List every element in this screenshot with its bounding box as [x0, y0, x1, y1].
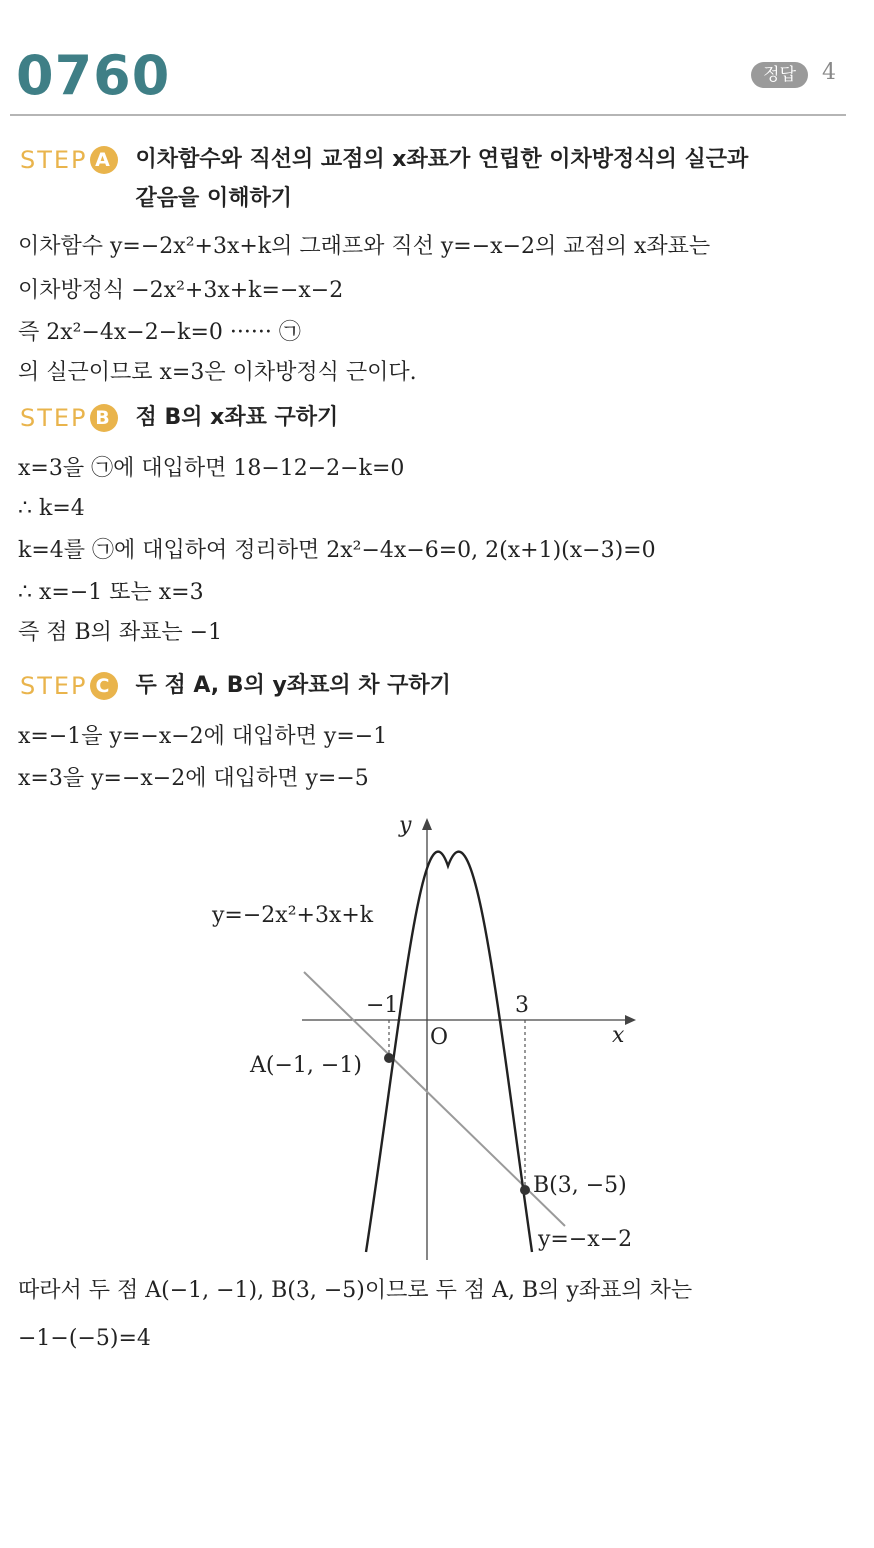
step-b-line: x=3을 ㉠에 대입하면 18−12−2−k=0: [18, 456, 405, 481]
line-label: y=−x−2: [538, 1227, 633, 1252]
x-axis-arrow-icon: [625, 1015, 636, 1025]
step-c-line: x=3을 y=−x−2에 대입하면 y=−5: [18, 766, 369, 791]
tick-label-3: 3: [515, 993, 529, 1018]
step-a-line: 이차함수 y=−2x²+3x+k의 그래프와 직선 y=−x−2의 교점의 x좌표는: [18, 234, 711, 259]
step-a-line: 의 실근이므로 x=3은 이차방정식 근이다.: [18, 360, 417, 385]
step-c-title: 두 점 A, B의 y좌표의 차 구하기: [135, 673, 451, 698]
step-b-line: 즉 점 B의 좌표는 −1: [18, 620, 223, 645]
step-b-label-text: STEP: [20, 404, 88, 432]
step-b-badge: B: [90, 404, 118, 432]
y-axis-arrow-icon: [422, 818, 432, 830]
origin-label: O: [430, 1025, 449, 1050]
parabola-label: y=−2x²+3x+k: [212, 903, 374, 928]
step-b-label: [20, 398, 118, 438]
step-a-line: 이차방정식 −2x²+3x+k=−x−2: [18, 278, 344, 303]
conclusion-line2: −1−(−5)=4: [18, 1326, 151, 1351]
step-c-badge: C: [90, 672, 118, 700]
answer-badge: 정답: [751, 62, 808, 88]
step-b-title: 점 B의 x좌표 구하기: [135, 405, 339, 430]
step-c-label-text: STEP: [20, 672, 88, 700]
step-c-line: x=−1을 y=−x−2에 대입하면 y=−1: [18, 724, 388, 749]
header-divider: [10, 114, 846, 116]
point-a-label: A(−1, −1): [250, 1053, 362, 1078]
step-b-line: ∴ k=4: [18, 496, 85, 521]
parabola-curve: [366, 852, 532, 1252]
y-axis-label: y: [399, 813, 412, 838]
tick-label-neg1: −1: [366, 993, 399, 1018]
header: [16, 44, 846, 114]
answer-value: 4: [822, 60, 836, 85]
step-c-label: [20, 666, 118, 706]
step-a-title-line2: 같음을 이해하기: [135, 186, 292, 211]
x-axis-label: x: [612, 1023, 625, 1048]
step-a-label: [20, 140, 118, 180]
graph-svg: [200, 810, 680, 1270]
step-b-line: ∴ x=−1 또는 x=3: [18, 580, 204, 605]
step-a-badge: A: [90, 146, 118, 174]
problem-number: 0760: [16, 44, 171, 107]
point-b: [520, 1185, 530, 1195]
step-b-line: k=4를 ㉠에 대입하여 정리하면 2x²−4x−6=0, 2(x+1)(x−3)=0: [18, 538, 656, 563]
point-b-label: B(3, −5): [533, 1173, 627, 1198]
step-a-title-line1: 이차함수와 직선의 교점의 x좌표가 연립한 이차방정식의 실근과: [135, 147, 749, 172]
conclusion-line1: 따라서 두 점 A(−1, −1), B(3, −5)이므로 두 점 A, B의 y좌표의 차는: [18, 1278, 693, 1303]
step-b-heading: [20, 398, 338, 438]
step-a-heading: [20, 140, 748, 218]
point-a: [384, 1053, 394, 1063]
step-c-heading: [20, 666, 451, 706]
function-graph: [200, 810, 680, 1270]
step-a-label-text: STEP: [20, 146, 88, 174]
step-a-line: 즉 2x²−4x−2−k=0 ······ ㉠: [18, 320, 301, 345]
